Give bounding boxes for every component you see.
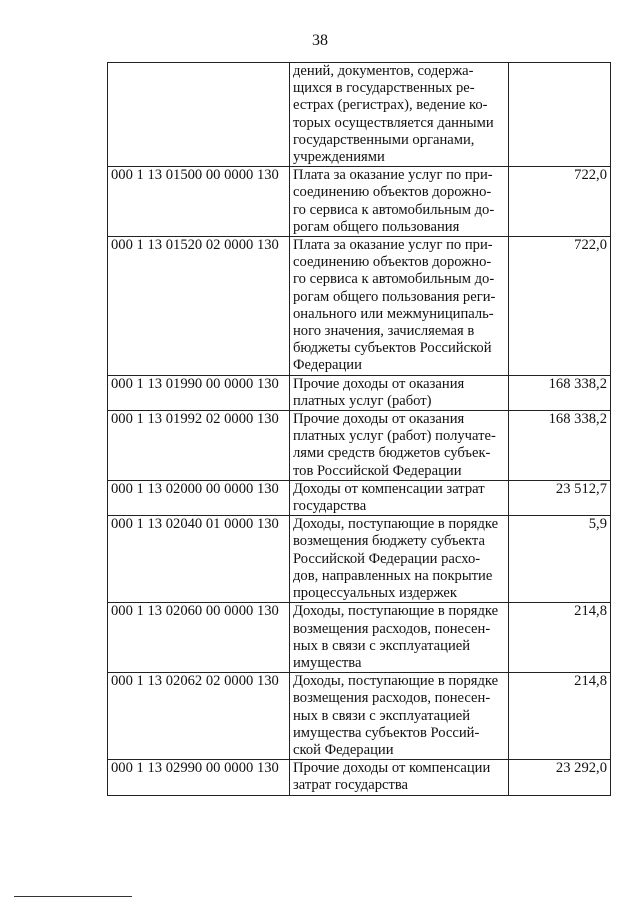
revenue-name-line: платных услуг (работ)	[293, 392, 432, 409]
revenue-name-line: Прочие доходы от оказания	[293, 411, 465, 428]
budget-code-cell: 000 1 13 02990 00 0000 130	[108, 760, 290, 795]
revenue-name-cell	[290, 63, 509, 167]
budget-code-cell: 000 1 13 02040 01 0000 130	[108, 516, 290, 603]
revenue-name-line: рогам общего пользования	[293, 218, 460, 235]
table-row	[108, 603, 611, 673]
revenue-name-line: онального или межмуниципаль-	[293, 305, 494, 322]
amount-cell: 722,0	[509, 237, 611, 376]
revenue-name-line: тов Российской Федерации	[293, 462, 462, 479]
revenue-name-line: возмещения расходов, понесен-	[293, 620, 491, 637]
revenue-name-line: процессуальных издержек	[293, 585, 457, 602]
revenue-name-cell	[290, 516, 509, 603]
revenue-name-line: Доходы от компенсации затрат	[293, 480, 485, 497]
amount-cell: 5,9	[509, 516, 611, 603]
revenue-name-line: Российской Федерации расхо-	[293, 550, 481, 567]
revenue-name-line: лями средств бюджетов субъек-	[293, 445, 491, 462]
revenue-name-line: ных в связи с эксплуатацией	[293, 707, 471, 724]
revenue-name-cell	[290, 760, 509, 795]
table-row	[108, 480, 611, 515]
budget-code-cell: 000 1 13 02060 00 0000 130	[108, 603, 290, 673]
page-number: 38	[312, 32, 328, 49]
revenue-name-line: щихся в государственных ре-	[293, 80, 475, 97]
revenue-name-line: имущества	[293, 654, 362, 671]
budget-code-cell: 000 1 13 01500 00 0000 130	[108, 167, 290, 237]
revenue-name-line: ской Федерации	[293, 741, 394, 758]
revenue-name-line: ного значения, зачисляемая в	[293, 323, 475, 340]
revenue-name-line: Прочие доходы от оказания	[293, 375, 465, 392]
budget-code-cell: 000 1 13 01990 00 0000 130	[108, 375, 290, 410]
revenue-name-line: Плата за оказание услуг по при-	[293, 167, 493, 184]
revenue-name-cell	[290, 603, 509, 673]
revenue-name-line: Прочие доходы от компенсации	[293, 760, 491, 777]
revenue-name-line: го сервиса к автомобильным до-	[293, 201, 495, 218]
revenue-name-line: торых осуществляется данными	[293, 114, 494, 131]
revenue-name-line: государственными органами,	[293, 131, 475, 148]
budget-code-cell	[108, 63, 290, 167]
revenue-name-line: естрах (регистрах), ведение ко-	[293, 97, 488, 114]
revenue-name-line: возмещения расходов, понесен-	[293, 690, 491, 707]
revenue-table-body	[108, 63, 611, 796]
revenue-name-line: имущества субъектов Россий-	[293, 724, 480, 741]
revenue-name-cell	[290, 237, 509, 376]
revenue-name-line: платных услуг (работ) получате-	[293, 428, 496, 445]
revenue-name-line: Доходы, поступающие в порядке	[293, 603, 499, 620]
amount-cell: 23 292,0	[509, 760, 611, 795]
amount-cell: 168 338,2	[509, 375, 611, 410]
revenue-name-cell	[290, 673, 509, 760]
budget-code-cell: 000 1 13 02000 00 0000 130	[108, 480, 290, 515]
revenue-table	[107, 62, 611, 796]
revenue-name-line: возмещения бюджету субъекта	[293, 533, 485, 550]
revenue-name-cell	[290, 167, 509, 237]
amount-cell: 23 512,7	[509, 480, 611, 515]
revenue-name-line: го сервиса к автомобильным до-	[293, 271, 495, 288]
revenue-name-line: бюджеты субъектов Российской	[293, 340, 492, 357]
budget-code-cell: 000 1 13 01992 02 0000 130	[108, 411, 290, 481]
table-row	[108, 516, 611, 603]
table-row	[108, 167, 611, 237]
table-row	[108, 63, 611, 167]
revenue-name-line: Плата за оказание услуг по при-	[293, 237, 493, 254]
revenue-name-line: Доходы, поступающие в порядке	[293, 673, 499, 690]
revenue-name-line: рогам общего пользования реги-	[293, 288, 496, 305]
table-row	[108, 760, 611, 795]
amount-cell	[509, 63, 611, 167]
amount-cell: 168 338,2	[509, 411, 611, 481]
revenue-name-line: соединению объектов дорожно-	[293, 254, 492, 271]
revenue-name-line: затрат государства	[293, 777, 409, 794]
revenue-name-line: дений, документов, содержа-	[293, 63, 474, 79]
amount-cell: 214,8	[509, 673, 611, 760]
budget-code-cell: 000 1 13 02062 02 0000 130	[108, 673, 290, 760]
footer-rule	[14, 896, 132, 897]
revenue-name-line: государства	[293, 498, 367, 515]
revenue-name-line: Федерации	[293, 357, 362, 374]
revenue-name-cell	[290, 480, 509, 515]
revenue-name-line: ных в связи с эксплуатацией	[293, 637, 471, 654]
revenue-name-line: дов, направленных на покрытие	[293, 567, 493, 584]
revenue-name-line: соединению объектов дорожно-	[293, 184, 492, 201]
table-row	[108, 375, 611, 410]
budget-code-cell: 000 1 13 01520 02 0000 130	[108, 237, 290, 376]
amount-cell: 214,8	[509, 603, 611, 673]
revenue-name-cell	[290, 411, 509, 481]
amount-cell: 722,0	[509, 167, 611, 237]
revenue-name-line: Доходы, поступающие в порядке	[293, 516, 499, 533]
revenue-name-line: учреждениями	[293, 149, 385, 166]
table-row	[108, 673, 611, 760]
revenue-name-cell	[290, 375, 509, 410]
table-row	[108, 237, 611, 376]
table-row	[108, 411, 611, 481]
